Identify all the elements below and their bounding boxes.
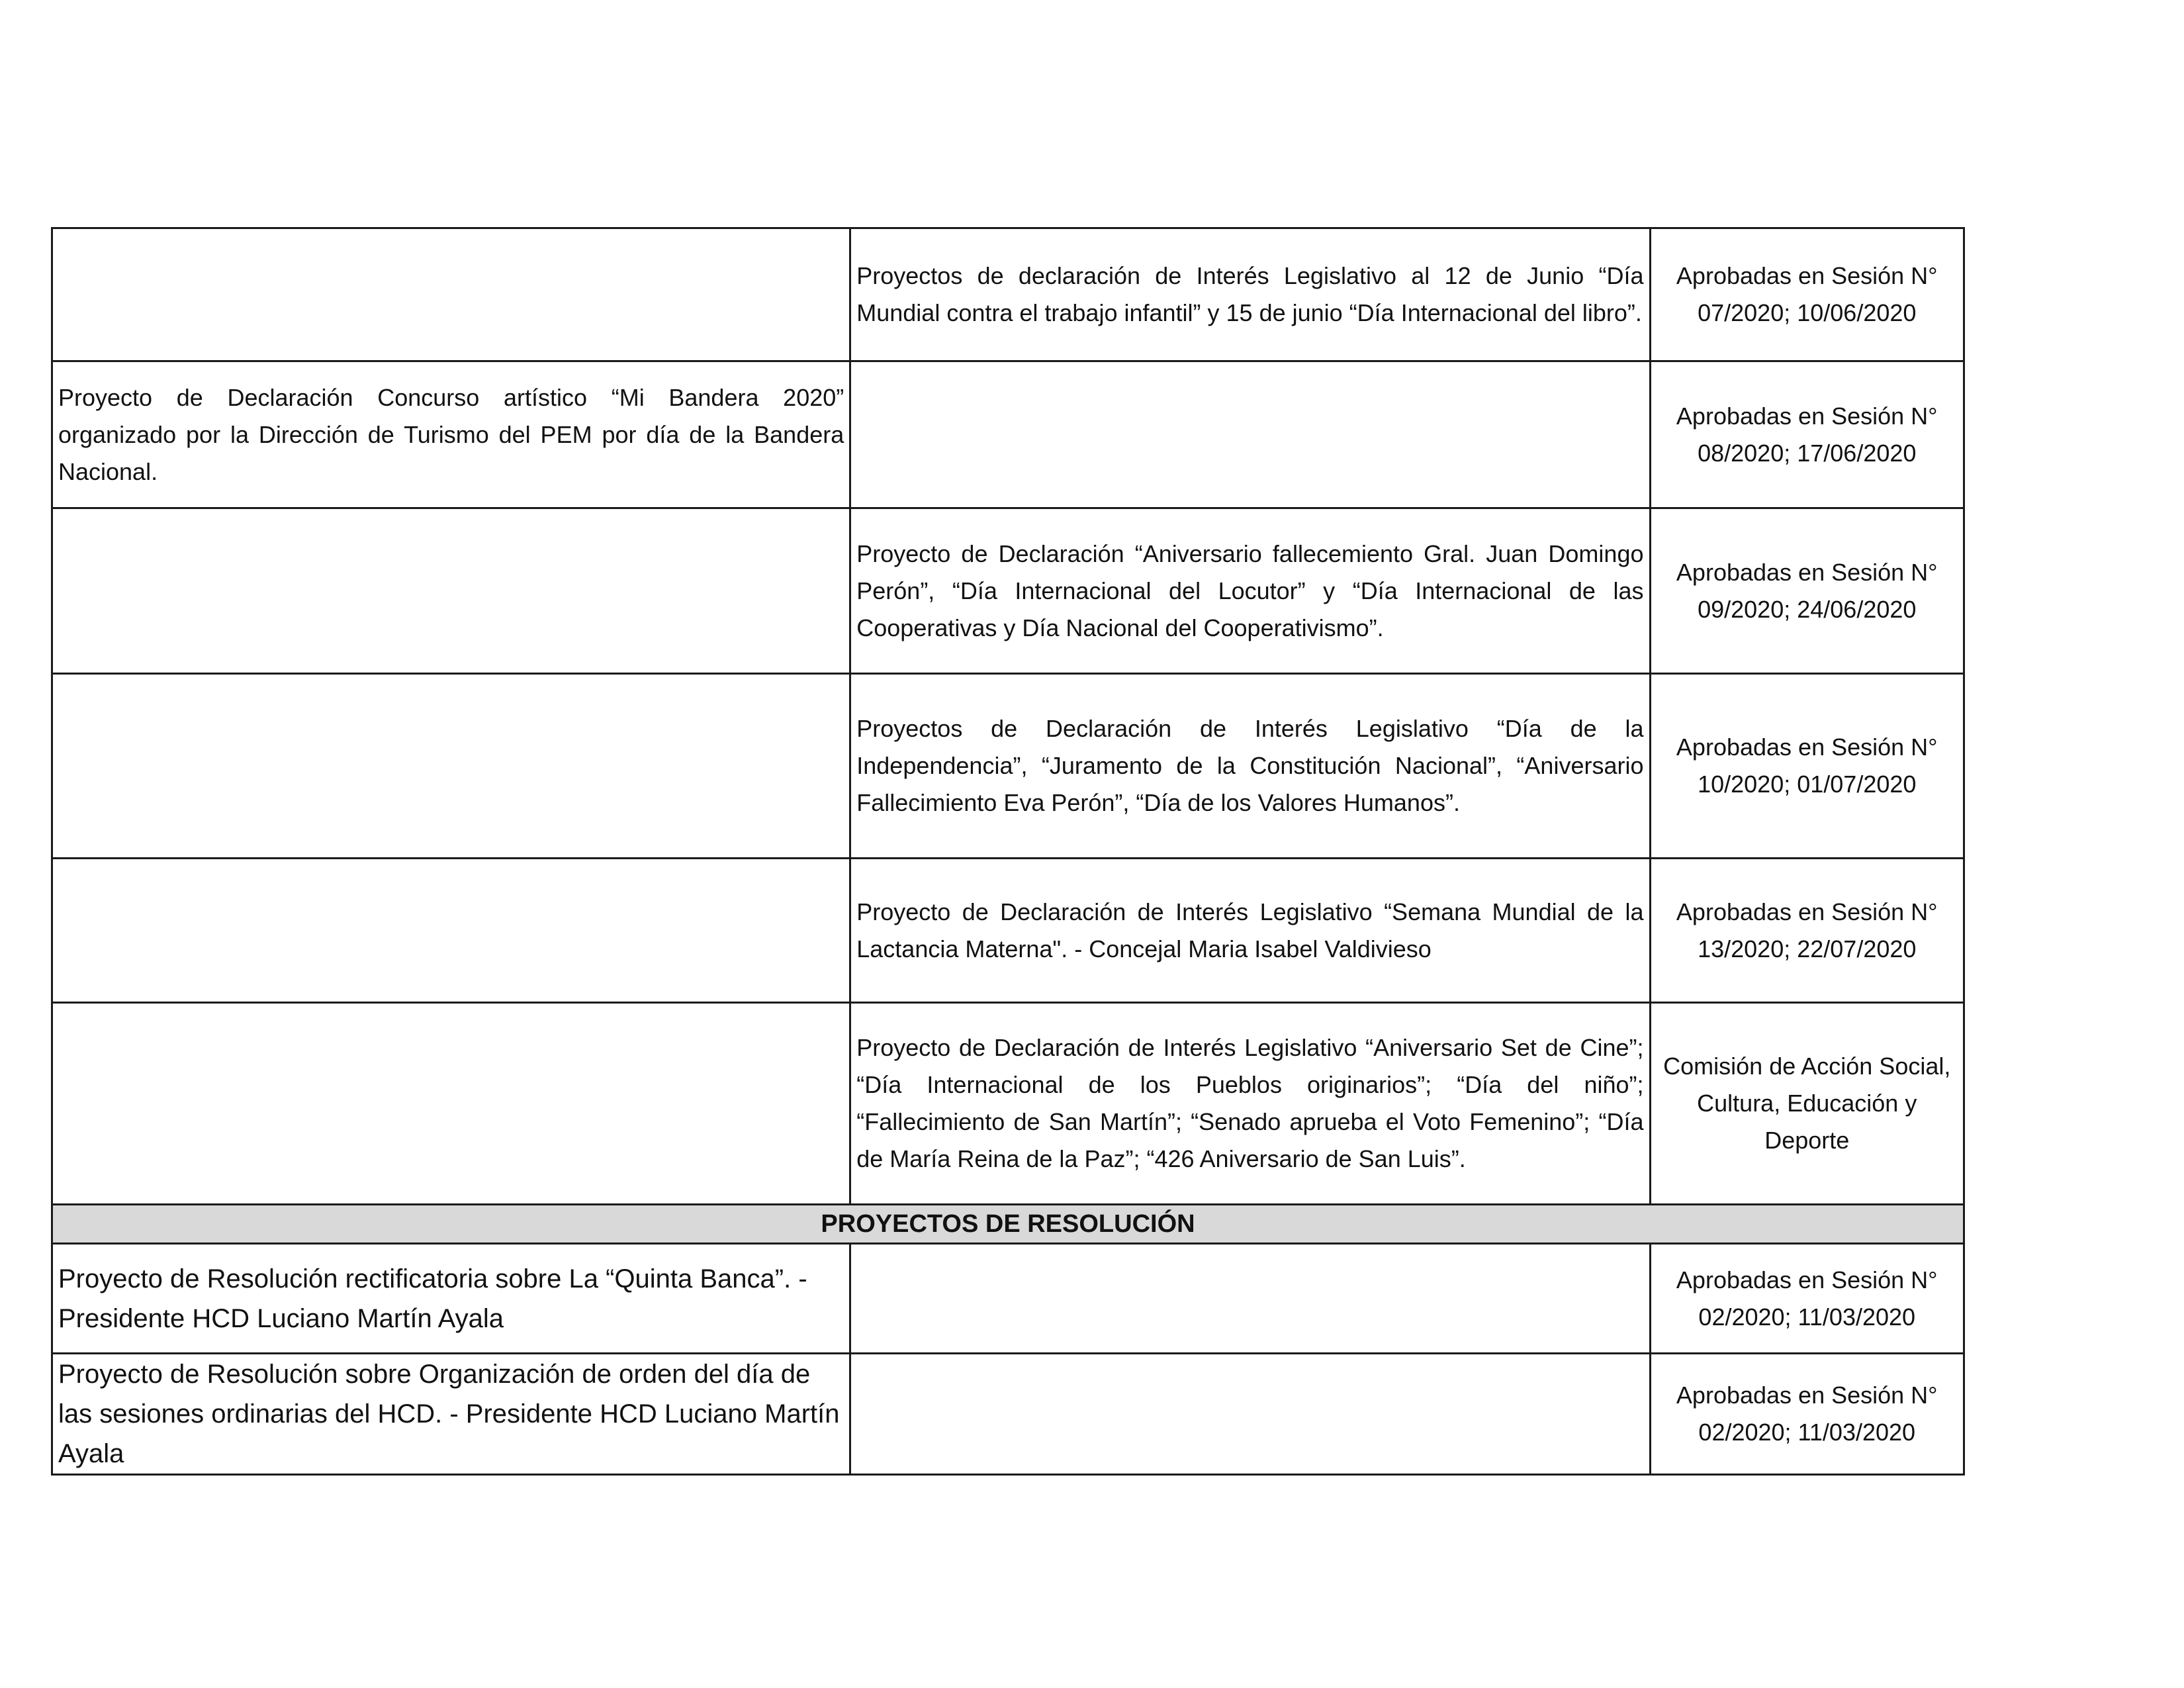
status-text: Aprobadas en Sesión N° 09/2020; 24/06/2020 [1676,558,1938,623]
declaration-text: Proyecto de Declaración “Aniversario fallecemiento Gral. Juan Domingo Perón”, “Día Internacional del Locutor” y “Día Internacional de las Cooperativas y Día Nacional del Cooperativismo”. [856,539,1644,641]
ordinance-text: Proyecto de Declaración Concurso artístico “Mi Bandera 2020” organizado por la Dirección de Turismo del PEM por día de la Bandera Nacional. [58,383,844,485]
status-cell [1650,1003,1964,1205]
declaration-cell [850,508,1650,674]
section-heading: PROYECTOS DE RESOLUCIÓN [52,1205,1964,1244]
status-text: Aprobadas en Sesión N° 13/2020; 22/07/2020 [1676,898,1938,962]
ordinance-cell [52,674,850,859]
table-row [52,1003,1964,1205]
ordinance-cell [52,361,850,508]
ordinance-cell [52,508,850,674]
ordinance-cell [52,1003,850,1205]
table-row [52,228,1964,361]
status-cell [1650,674,1964,859]
status-cell [1650,361,1964,508]
table-row [52,1354,1964,1475]
declaration-text: Proyectos de Declaración de Interés Legislativo “Día de la Independencia”, “Juramento de la Constitución Nacional”, “Aniversario Fallecimiento Eva Perón”, “Día de los Valores Humanos”. [856,715,1644,816]
status-cell [1650,1244,1964,1354]
table-row [52,508,1964,674]
declaration-text: Proyectos de declaración de Interés Legislativo al 12 de Junio “Día Mundial contra el trabajo infantil” y 15 de junio “Día Internacional del libro”. [856,262,1644,326]
declaration-text: Proyecto de Declaración de Interés Legislativo “Aniversario Set de Cine”; “Día Internacional de los Pueblos originarios”; “Día del niño”; “Fallecimiento de San Martín”; “Senado aprueba el Voto Femenino”; “Día de María Reina de la Paz”; “426 Aniversario de San Luis”. [856,1034,1644,1172]
status-cell [1650,508,1964,674]
table-row [52,361,1964,508]
status-text: Comisión de Acción Social, Cultura, Educación y Deporte [1663,1053,1951,1154]
ordinance-cell [52,859,850,1003]
declaration-cell [850,1244,1650,1354]
status-cell [1650,1354,1964,1475]
declaration-text: Proyecto de Declaración de Interés Legislativo “Semana Mundial de la Lactancia Materna". - Concejal Maria Isabel Valdivieso [856,898,1644,962]
declaration-cell [850,674,1650,859]
status-cell [1650,859,1964,1003]
ordinance-cell [52,228,850,361]
declaration-cell [850,228,1650,361]
status-cell [1650,228,1964,361]
table-row [52,674,1964,859]
declaration-cell [850,1354,1650,1475]
status-text: Aprobadas en Sesión N° 08/2020; 17/06/2020 [1676,402,1938,467]
status-text: Aprobadas en Sesión N° 02/2020; 11/03/2020 [1676,1382,1938,1446]
projects-table [51,227,1965,1476]
declaration-cell [850,859,1650,1003]
table-row [52,859,1964,1003]
section-heading-row [52,1205,1964,1244]
ordinance-cell [52,1244,850,1354]
table-row [52,1244,1964,1354]
ordinance-text: Proyecto de Resolución rectificatoria sobre La “Quinta Banca”. - Presidente HCD Luciano Martín Ayala [58,1264,807,1333]
declaration-cell [850,1003,1650,1205]
ordinance-cell [52,1354,850,1475]
declaration-cell [850,361,1650,508]
ordinance-text: Proyecto de Resolución sobre Organización de orden del día de las sesiones ordinarias del HCD. - Presidente HCD Luciano Martín Ayala [58,1360,840,1468]
status-text: Aprobadas en Sesión N° 02/2020; 11/03/2020 [1676,1266,1938,1331]
status-text: Aprobadas en Sesión N° 10/2020; 01/07/2020 [1676,733,1938,798]
status-text: Aprobadas en Sesión N° 07/2020; 10/06/2020 [1676,262,1938,326]
